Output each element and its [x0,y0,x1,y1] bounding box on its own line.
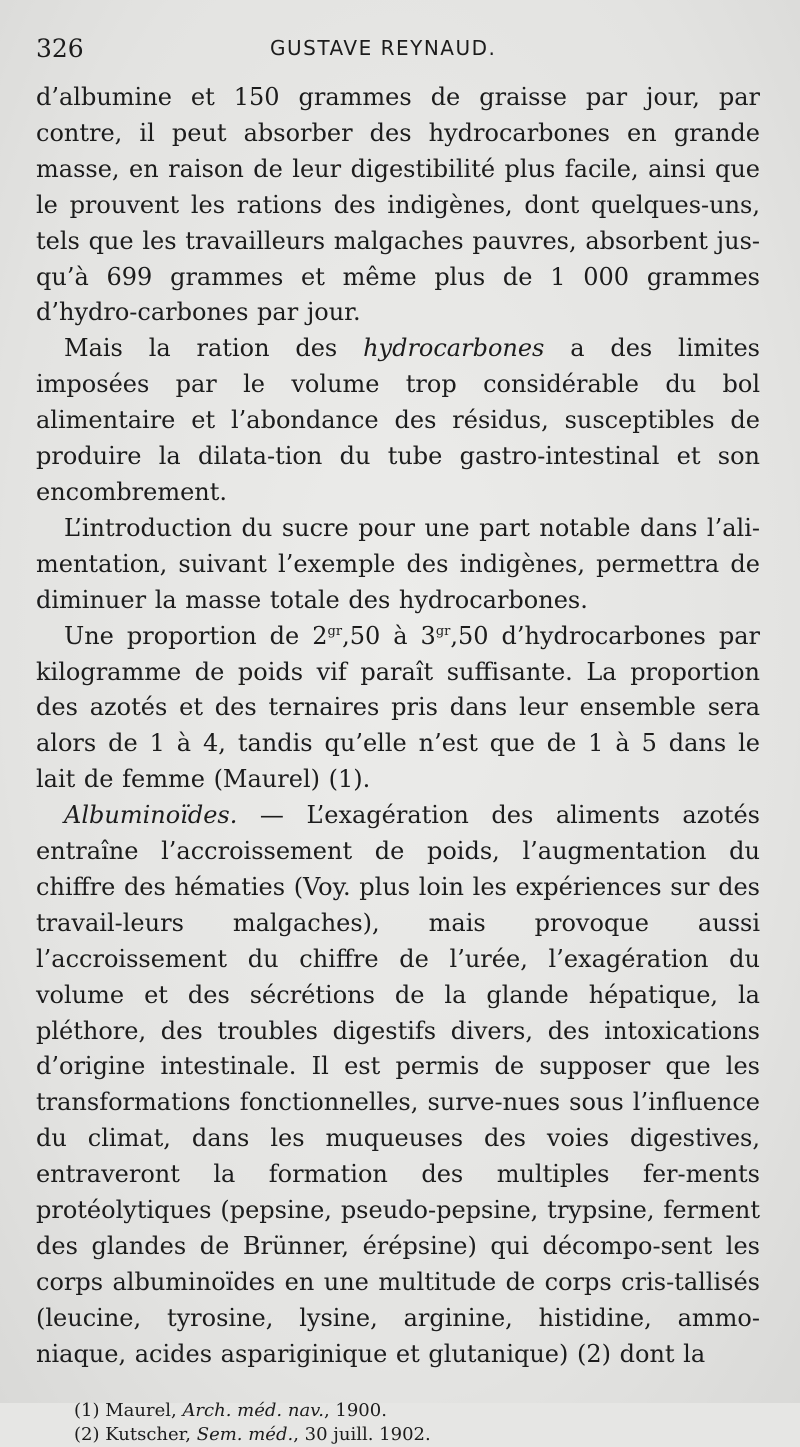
footnote-1-rest: , 1900. [323,1399,387,1421]
footnote-2-italic: Sem. méd. [196,1423,294,1445]
paragraph-4-sup2: gr [435,623,451,639]
footnote-1-mark: (1) Maurel, [74,1399,183,1421]
footnote-2-rest: , 30 juill. 1902. [293,1423,431,1445]
footnote-1-italic: Arch. méd. nav. [182,1399,324,1421]
footnote-2 [74,1423,760,1447]
paragraph-4-b: ,50 à 3 [342,621,436,650]
paragraph-4 [36,619,760,799]
paragraph-4-sup1: gr [327,623,343,639]
paragraph-2-after: a des limites imposées par le volume trop considérable du bol alimentaire et l’abondance des résidus, susceptibles de produire la dilata-tion du tube gastro-intestinal et son encombrement. [36,334,760,506]
paragraph-3-text: L’introduction du sucre pour une part notable dans l’ali-mentation, suivant l’exemple des indigènes, permettra de diminuer la masse totale des hydrocarbones. [36,513,760,614]
footnotes [36,1399,760,1447]
paragraph-2 [36,331,760,511]
paragraph-3 [36,511,760,619]
page-header [36,30,760,80]
paragraph-5 [36,798,760,1373]
paragraph-1-text: d’albumine et 150 grammes de graisse par jour, par contre, il peut absorber des hydrocarbones en grande masse, en raison de leur digestibilité plus facile, ainsi que le prouvent les rations des indigènes, dont quelques-uns, tels que les travailleurs malgaches pauvres, absorbent jus-qu’à 699 grammes et même plus de 1 000 grammes d’hydro-carbones par jour. [36,83,760,327]
paragraph-2-before: Mais la ration des [64,334,364,363]
paragraph-2-italic: hydrocarbones [363,334,545,363]
paragraph-1 [36,80,760,331]
paragraph-4-c: ,50 d’hydrocarbones par kilogramme de poids vif paraît suffisante. La proportion des azotés et des ternaires pris dans leur ensemble sera alors de 1 à 4, tandis qu’elle n’est que de 1 à 5 dans le lait de femme (Maurel) (1). [36,621,760,794]
paragraph-5-italic: Albuminoïdes. [64,801,238,830]
body-text [36,80,760,1373]
footnote-2-mark: (2) Kutscher, [74,1423,197,1445]
paragraph-4-a: Une proportion de 2 [64,621,328,650]
page-number: 326 [36,34,84,63]
paragraph-5-after: — L’exagération des aliments azotés entraîne l’accroissement de poids, l’augmentation du chiffre des hématies (Voy. plus loin les expériences sur des travail-leurs malgaches), mais provoque aussi l’accroissement du chiffre de l’urée, l’exagération du volume et des sécrétions de la glande hépatique, la pléthore, des troubles digestifs divers, des intoxications d’origine intestinale. Il est permis de supposer que les transformations fonctionnelles, surve-nues sous l’influence du climat, dans les muqueuses des voies digestives, entraveront la formation des multiples fer-ments protéolytiques (pepsine, pseudo-pepsine, trypsine, ferment des glandes de Brünner, érépsine) qui décompo-sent les corps albuminoïdes en une multitude de corps cris-tallisés (leucine, tyrosine, lysine, arginine, histidine, ammo-niaque, acides aspariginique et glutanique) (2) dont la [36,801,760,1368]
running-head: GUSTAVE REYNAUD. [270,36,497,60]
footnote-1 [74,1399,760,1423]
